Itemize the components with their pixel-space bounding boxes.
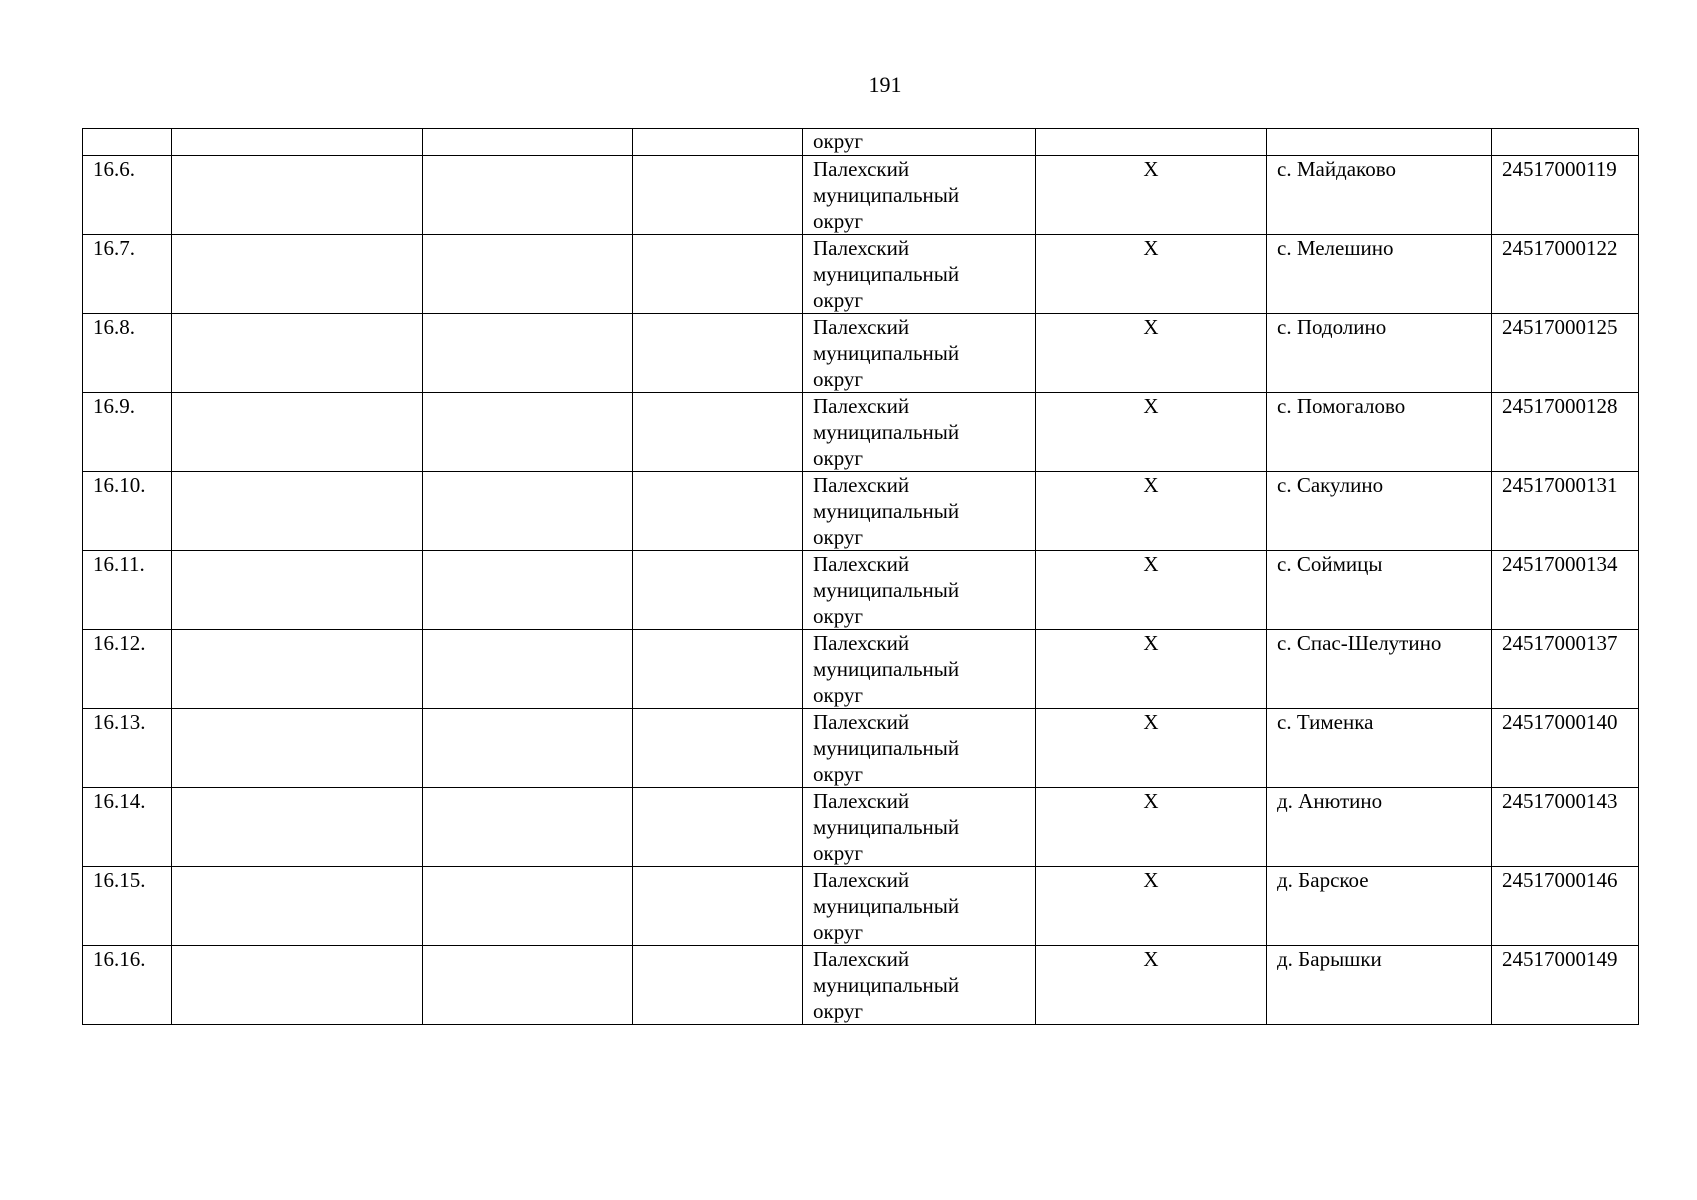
table-body xyxy=(83,129,1639,1025)
empty-cell xyxy=(172,235,423,314)
empty-cell xyxy=(633,551,803,630)
empty-cell xyxy=(172,314,423,393)
x-mark-cell: X xyxy=(1036,393,1267,472)
municipality-cell xyxy=(803,709,1036,788)
empty-cell xyxy=(423,867,633,946)
table-row xyxy=(83,393,1639,472)
table-row xyxy=(83,946,1639,1025)
row-number-cell: 16.13. xyxy=(83,709,172,788)
empty-cell xyxy=(633,709,803,788)
municipality-cell: округ xyxy=(803,129,1036,156)
code-cell: 24517000146 xyxy=(1492,867,1639,946)
municipality-line: округ xyxy=(813,288,864,312)
table-row xyxy=(83,314,1639,393)
settlement-cell: д. Барышки xyxy=(1267,946,1492,1025)
municipality-cell xyxy=(803,393,1036,472)
empty-cell xyxy=(172,788,423,867)
empty-cell xyxy=(633,393,803,472)
empty-cell xyxy=(423,630,633,709)
municipality-line: округ xyxy=(813,762,864,786)
row-number-cell: 16.11. xyxy=(83,551,172,630)
empty-cell xyxy=(633,314,803,393)
municipality-cell xyxy=(803,867,1036,946)
empty-cell xyxy=(423,393,633,472)
table-row xyxy=(83,472,1639,551)
empty-cell xyxy=(633,235,803,314)
settlement-cell: с. Подолино xyxy=(1267,314,1492,393)
empty-cell xyxy=(172,156,423,235)
municipality-line: муниципальный xyxy=(813,420,960,444)
municipality-cell xyxy=(803,551,1036,630)
empty-cell xyxy=(172,946,423,1025)
municipality-line: округ xyxy=(813,209,864,233)
municipality-line: Палехский xyxy=(813,236,910,260)
empty-cell xyxy=(172,867,423,946)
row-number-cell: 16.14. xyxy=(83,788,172,867)
code-cell: 24517000137 xyxy=(1492,630,1639,709)
empty-cell xyxy=(172,393,423,472)
row-number-cell: 16.8. xyxy=(83,314,172,393)
code-cell: 24517000128 xyxy=(1492,393,1639,472)
municipality-line: Палехский xyxy=(813,631,910,655)
x-mark-cell: X xyxy=(1036,314,1267,393)
table-row xyxy=(83,235,1639,314)
x-mark-cell: X xyxy=(1036,788,1267,867)
empty-cell xyxy=(423,472,633,551)
settlement-cell: с. Сакулино xyxy=(1267,472,1492,551)
empty-cell xyxy=(423,709,633,788)
empty-cell xyxy=(423,129,633,156)
x-mark-cell: X xyxy=(1036,235,1267,314)
municipality-line: муниципальный xyxy=(813,815,960,839)
table-row xyxy=(83,156,1639,235)
municipality-line: муниципальный xyxy=(813,578,960,602)
municipality-line: муниципальный xyxy=(813,262,960,286)
row-number-cell: 16.12. xyxy=(83,630,172,709)
municipality-line: муниципальный xyxy=(813,973,960,997)
empty-cell xyxy=(633,129,803,156)
municipality-line: Палехский xyxy=(813,552,910,576)
municipality-line: округ xyxy=(813,841,864,865)
x-mark-cell xyxy=(1036,129,1267,156)
x-mark-cell: X xyxy=(1036,867,1267,946)
page-number: 191 xyxy=(868,72,902,97)
settlement-cell: с. Помогалово xyxy=(1267,393,1492,472)
empty-cell xyxy=(633,630,803,709)
empty-cell xyxy=(633,946,803,1025)
municipality-line: Палехский xyxy=(813,868,910,892)
municipality-line: Палехский xyxy=(813,789,910,813)
row-number-cell: 16.7. xyxy=(83,235,172,314)
settlement-cell: с. Тименка xyxy=(1267,709,1492,788)
settlement-cell: с. Майдаково xyxy=(1267,156,1492,235)
code-cell: 24517000149 xyxy=(1492,946,1639,1025)
table-row xyxy=(83,788,1639,867)
table-row xyxy=(83,867,1639,946)
municipality-line: муниципальный xyxy=(813,341,960,365)
municipality-cell xyxy=(803,314,1036,393)
x-mark-cell: X xyxy=(1036,156,1267,235)
municipality-line: округ xyxy=(813,446,864,470)
code-cell: 24517000125 xyxy=(1492,314,1639,393)
empty-cell xyxy=(172,472,423,551)
row-number-cell: 16.9. xyxy=(83,393,172,472)
empty-cell xyxy=(633,867,803,946)
empty-cell xyxy=(172,630,423,709)
municipality-line: муниципальный xyxy=(813,657,960,681)
municipality-cell xyxy=(803,788,1036,867)
municipality-line: Палехский xyxy=(813,473,910,497)
continuation-row xyxy=(83,129,1639,156)
empty-cell xyxy=(423,551,633,630)
code-cell: 24517000119 xyxy=(1492,156,1639,235)
settlements-table xyxy=(82,128,1639,1025)
empty-cell xyxy=(423,314,633,393)
row-number-cell: 16.6. xyxy=(83,156,172,235)
municipality-line: округ xyxy=(813,604,864,628)
municipality-line: округ xyxy=(813,367,864,391)
municipality-cell xyxy=(803,156,1036,235)
table-row xyxy=(83,709,1639,788)
municipality-line: Палехский xyxy=(813,710,910,734)
municipality-line: Палехский xyxy=(813,315,910,339)
settlement-cell: с. Соймицы xyxy=(1267,551,1492,630)
empty-cell xyxy=(423,788,633,867)
municipality-line: муниципальный xyxy=(813,736,960,760)
empty-cell xyxy=(423,946,633,1025)
municipality-line: Палехский xyxy=(813,947,910,971)
empty-cell xyxy=(633,472,803,551)
settlement-cell: д. Анютино xyxy=(1267,788,1492,867)
empty-cell xyxy=(633,156,803,235)
code-cell: 24517000140 xyxy=(1492,709,1639,788)
x-mark-cell: X xyxy=(1036,551,1267,630)
row-number-cell: 16.10. xyxy=(83,472,172,551)
municipality-line: Палехский xyxy=(813,394,910,418)
municipality-cell xyxy=(803,235,1036,314)
code-cell xyxy=(1492,129,1639,156)
municipality-line: муниципальный xyxy=(813,894,960,918)
row-number-cell xyxy=(83,129,172,156)
municipality-line: муниципальный xyxy=(813,183,960,207)
empty-cell xyxy=(172,709,423,788)
municipality-cell xyxy=(803,946,1036,1025)
table-row xyxy=(83,551,1639,630)
municipality-line: Палехский xyxy=(813,157,910,181)
municipality-line: округ xyxy=(813,525,864,549)
municipality-cell xyxy=(803,472,1036,551)
empty-cell xyxy=(633,788,803,867)
code-cell: 24517000122 xyxy=(1492,235,1639,314)
x-mark-cell: X xyxy=(1036,630,1267,709)
municipality-line: округ xyxy=(813,920,864,944)
settlement-cell: с. Спас-Шелутино xyxy=(1267,630,1492,709)
x-mark-cell: X xyxy=(1036,472,1267,551)
empty-cell xyxy=(423,156,633,235)
table-row xyxy=(83,630,1639,709)
empty-cell xyxy=(172,129,423,156)
settlement-cell: с. Мелешино xyxy=(1267,235,1492,314)
x-mark-cell: X xyxy=(1036,946,1267,1025)
settlement-cell: д. Барское xyxy=(1267,867,1492,946)
municipality-line: муниципальный xyxy=(813,499,960,523)
code-cell: 24517000134 xyxy=(1492,551,1639,630)
municipality-line: округ xyxy=(813,683,864,707)
municipality-line: округ xyxy=(813,999,864,1023)
empty-cell xyxy=(423,235,633,314)
row-number-cell: 16.15. xyxy=(83,867,172,946)
code-cell: 24517000131 xyxy=(1492,472,1639,551)
empty-cell xyxy=(172,551,423,630)
settlement-cell xyxy=(1267,129,1492,156)
code-cell: 24517000143 xyxy=(1492,788,1639,867)
x-mark-cell: X xyxy=(1036,709,1267,788)
row-number-cell: 16.16. xyxy=(83,946,172,1025)
municipality-cell xyxy=(803,630,1036,709)
